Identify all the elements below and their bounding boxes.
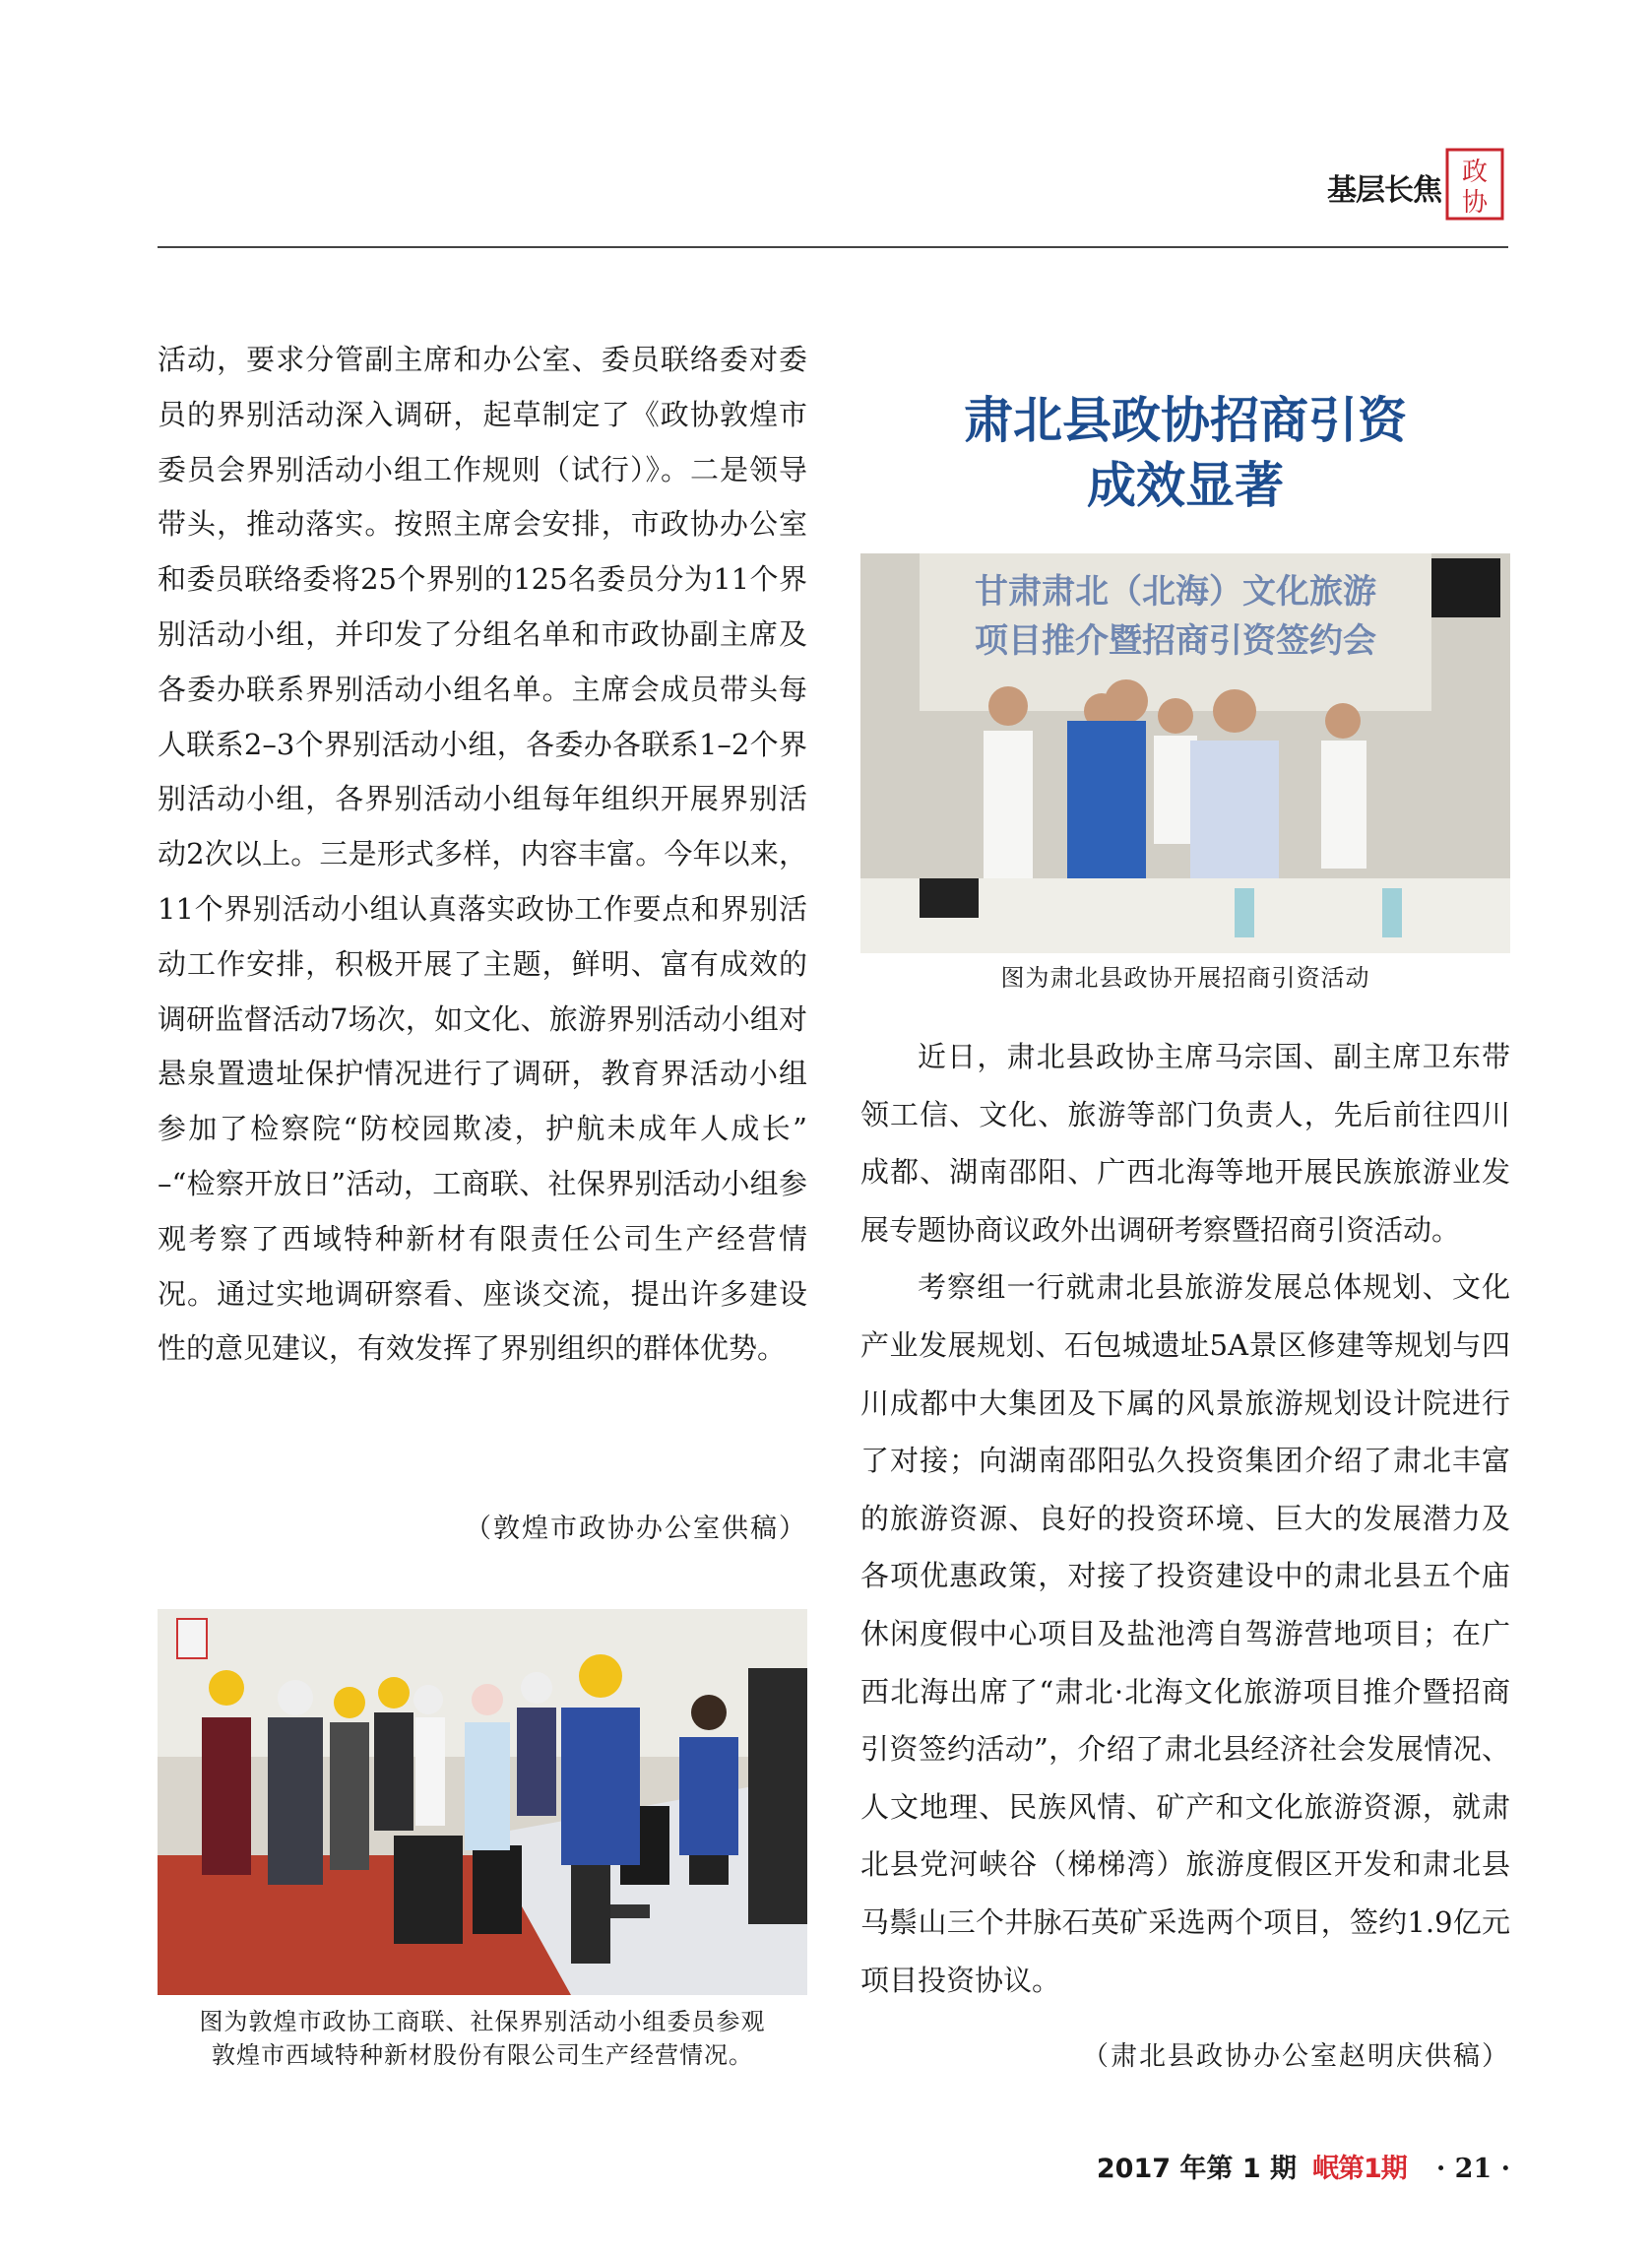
seal-char-1: 政 [1461, 158, 1489, 187]
banner-line-2: 项目推介暨招商引资签约会 [975, 621, 1376, 661]
article-title-line-2: 成效显著 [1087, 456, 1284, 514]
right-photo-caption: 图为肃北县政协开展招商引资活动 [1000, 964, 1370, 992]
page-footer [1044, 2147, 1510, 2186]
right-paragraph-1: 近日，肃北县政协主席马宗国、副主席卫东带领工信、文化、旅游等部门负责人，先后前往四川成都、湖南邵阳、广西北海等地开展民族旅游业发展专题协商议政外出调研考察暨招商引资活动。 [860, 1040, 1510, 1247]
left-caption-line-2: 敦煌市西域特种新材股份有限公司生产经营情况。 [212, 2041, 753, 2069]
magazine-brand: 岷第1期 [1312, 2154, 1407, 2184]
right-article-body [860, 1028, 1510, 2009]
right-credit: （肃北县政协办公室赵明庆供稿） [1082, 2041, 1510, 2072]
seal-char-2: 协 [1461, 188, 1489, 218]
page-number: · 21 · [1435, 2154, 1510, 2184]
left-article-body [158, 333, 807, 1377]
header-divider [158, 246, 1508, 248]
article-title [860, 388, 1510, 518]
section-title: 基层长焦 [1327, 173, 1441, 208]
banner-line-1: 甘肃肃北（北海）文化旅游 [975, 572, 1376, 612]
signing-ceremony-photo [860, 553, 1510, 953]
left-credit: （敦煌市政协办公室供稿） [465, 1514, 807, 1544]
left-caption-line-1: 图为敦煌市政协工商联、社保界别活动小组委员参观 [199, 2008, 766, 2035]
seal-logo [1445, 148, 1504, 221]
right-paragraph-2: 考察组一行就肃北县旅游发展总体规划、文化产业发展规划、石包城遗址5A景区修建等规划与四川成都中大集团及下属的风景旅游规划设计院进行了对接；向湖南邵阳弘久投资集团介绍了肃北丰富的旅游资源、良好的投资环境、巨大的发展潜力及各项优惠政策，对接了投资建设中的肃北县五个庙休闲度假中心项目及盐池湾自驾游营地项目；在广西北海出席了“肃北·北海文化旅游项目推介暨招商引资签约活动”，介绍了肃北县经济社会发展情况、人文地理、民族风情、矿产和文化旅游资源，就肃北县党河峡谷（梯梯湾）旅游度假区开发和肃北县马鬃山三个井脉石英矿采选两个项目，签约1.9亿元项目投资协议。 [860, 1270, 1510, 1997]
left-paragraph: 活动，要求分管副主席和办公室、委员联络委对委员的界别活动深入调研，起草制定了《政协敦煌市委员会界别活动小组工作规则（试行）》。二是领导带头，推动落实。按照主席会安排，市政协办公室和委员联络委将25个界别的125名委员分为11个界别活动小组，并印发了分组名单和市政协副主席及各委办联系界别活动小组名单。主席会成员带头每人联系2–3个界别活动小组，各委办各联系1–2个界别活动小组，各界别活动小组每年组织开展界别活动2次以上。三是形式多样，内容丰富。今年以来，11个界别活动小组认真落实政协工作要点和界别活动工作安排，积极开展了主题，鲜明、富有成效的调研监督活动7场次，如文化、旅游界别活动小组对悬泉置遗址保护情况进行了调研，教育界活动小组参加了检察院“防校园欺凌，护航未成年人成长” –“检察开放日”活动，工商联、社保界别活动小组参观考察了西域特种新材有限责任公司生产经营情况。通过实地调研察看、座谈交流，提出许多建设性的意见建议，有效发挥了界别组织的群体优势。 [158, 343, 807, 1366]
left-photo-caption [158, 2005, 807, 2072]
issue-number: 2017 年第 1 期 [1096, 2154, 1298, 2184]
factory-visit-photo [158, 1609, 807, 1995]
article-title-line-1: 肃北县政协招商引资 [964, 391, 1407, 449]
